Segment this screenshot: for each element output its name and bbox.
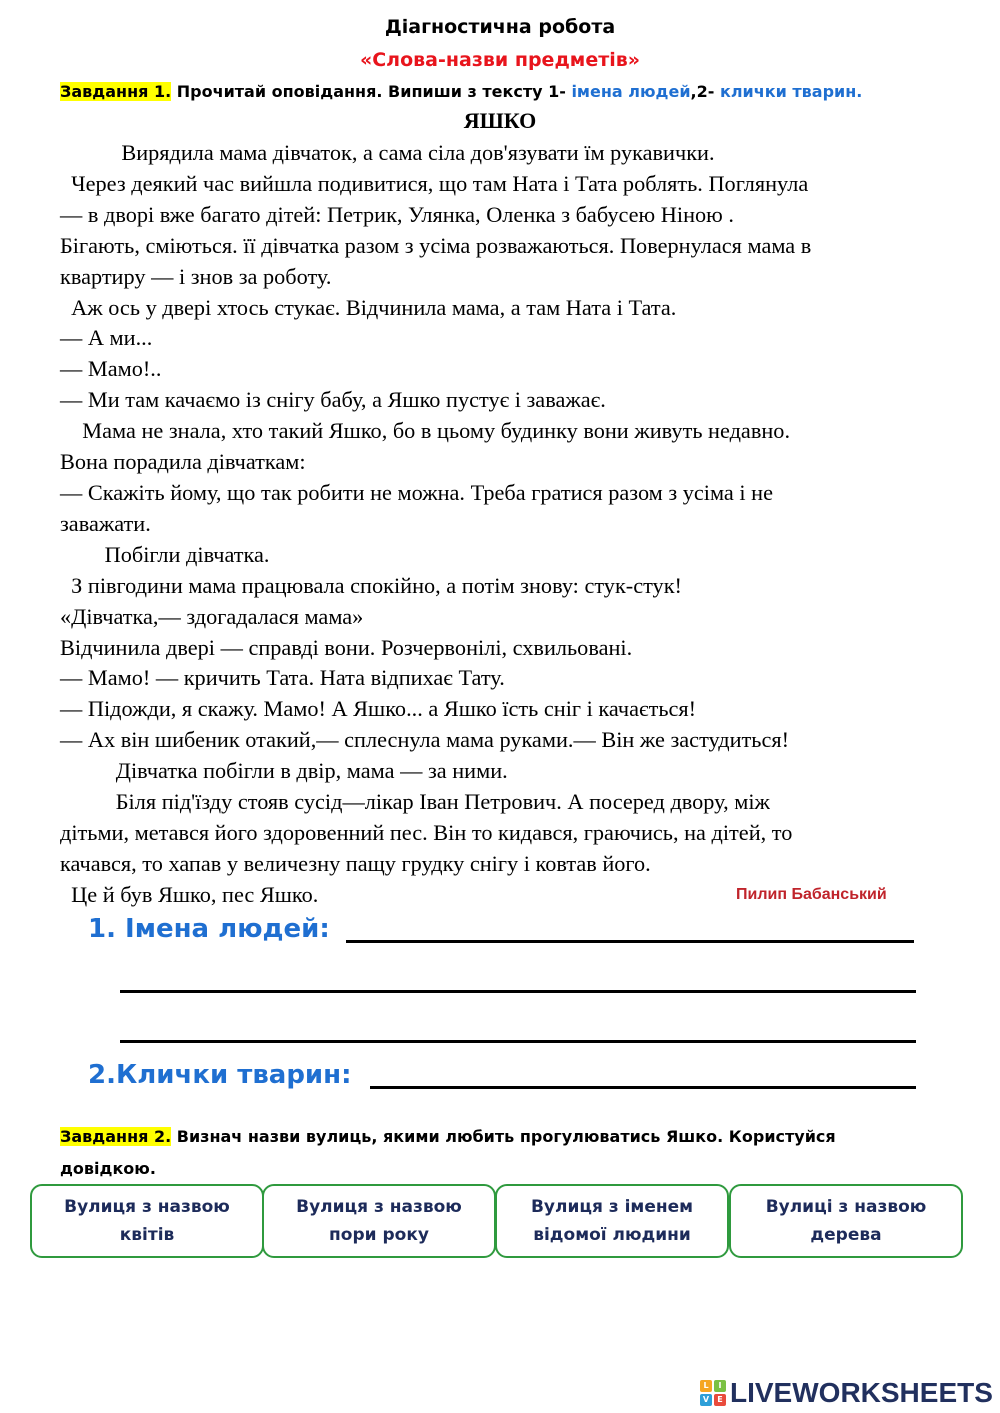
answer-people-input-line-3[interactable] [120, 1040, 916, 1043]
story-line: — Скажіть йому, що так робити не можна. Треба гратися разом з усіма і не [60, 479, 773, 505]
answer-people-label [88, 914, 330, 944]
story-line: Аж ось у двері хтось стукає. Відчинила мама, а там Ната і Тата. [60, 294, 677, 320]
story-text [60, 138, 980, 911]
task2-text: Визнач назви вулиць, якими любить прогулюватись Яшко. Користуйся довідкою. [60, 1127, 836, 1178]
task1-text-b: ,2- [690, 82, 720, 101]
story-line: Біля під'їзду стояв сусід—лікар Іван Петрович. А посеред двору, між [60, 789, 770, 815]
story-line: — А ми... [60, 325, 153, 351]
story-line: Дівчатка побігли в двір, мама — за ними. [60, 758, 508, 784]
logo-text: LIVEWORKSHEETS [730, 1377, 993, 1408]
story-line: заважати. [60, 510, 151, 536]
task1-animals-keyword: клички тварин. [719, 82, 863, 101]
story-title: ЯШКО [463, 108, 537, 133]
story-line: — Підожди, я скажу. Мамо! А Яшко... а Яшко їсть сніг і качається! [60, 696, 697, 722]
answer-people-number: 1. [88, 914, 116, 944]
task2-instruction [60, 1121, 920, 1185]
story-line: Мама не знала, хто такий Яшко, бо в цьому будинку вони живуть недавно. [60, 418, 791, 444]
task1-instruction [60, 82, 862, 101]
logo-letter-v: V [700, 1394, 712, 1406]
story-line: качався, то хапав у величезну пащу грудку снігу і ковтав його. [60, 850, 651, 876]
story-line: З півгодини мама працювала спокійно, а потім знову: стук-стук! [60, 572, 682, 598]
story-line: дітьми, метався його здоровенний пес. Він то кидався, граючись, на дітей, то [60, 819, 793, 845]
story-author: Пилип Бабанський [736, 886, 887, 903]
story-line: — в дворі вже багато дітей: Петрик, Улянка, Оленка з бабусею Ніною . [60, 201, 734, 227]
task1-label: Завдання 1. [60, 82, 172, 101]
logo-letter-e: E [714, 1394, 726, 1406]
category-box-tree[interactable]: Вулиці з назвою дерева [729, 1184, 963, 1258]
story-line: Бігають, сміються. її дівчатка разом з усіма розважаються. Повернулася мама в [60, 232, 812, 258]
story-line: — Ах він шибеник отакий,— сплеснула мама руками.— Він же застудиться! [60, 727, 790, 753]
story-line: Через деякий час вийшла подивитися, що там Ната і Тата роблять. Поглянула [60, 170, 809, 196]
answer-people-input-line-1[interactable] [346, 940, 914, 943]
document-title: Діагностична робота [384, 16, 616, 38]
story-line: — Мамо! — кричить Тата. Ната відпихає Тату. [60, 665, 505, 691]
story-line: Вирядила мама дівчаток, а сама сіла дов'язувати їм рукавички. [60, 140, 715, 165]
category-box-famous-person[interactable]: Вулиця з іменем відомої людини [495, 1184, 729, 1258]
category-box-flowers[interactable]: Вулиця з назвою квітів [30, 1184, 264, 1258]
logo-letter-i: I [714, 1380, 726, 1392]
story-line: квартиру — і знов за роботу. [60, 263, 332, 289]
answer-people-input-line-2[interactable] [120, 990, 916, 993]
story-line: — Мамо!.. [60, 356, 162, 382]
story-line: Побігли дівчатка. [60, 541, 270, 567]
category-box-season[interactable]: Вулиця з назвою пори року [262, 1184, 496, 1258]
answer-animals-label [88, 1060, 352, 1090]
answer-animals-input-line[interactable] [370, 1086, 916, 1089]
document-subtitle: «Слова-назви предметів» [359, 49, 641, 71]
story-line: — Ми там качаємо із снігу бабу, а Яшко пустує і заважає. [60, 387, 606, 413]
story-line: «Дівчатка,— здогадалася мама» [60, 603, 364, 629]
task2-label: Завдання 2. [60, 1127, 172, 1146]
answer-people-text: Імена людей: [125, 914, 330, 944]
story-line: Це й був Яшко, пес Яшко. [60, 881, 319, 907]
logo-letter-l: L [700, 1380, 712, 1392]
logo-squares-icon [700, 1380, 726, 1406]
task1-text-a: Прочитай оповідання. Випиши з тексту 1- [176, 82, 572, 101]
task1-people-keyword: імена людей [571, 82, 691, 101]
story-line: Відчинила двері — справді вони. Розчервонілі, схвильовані. [60, 634, 633, 660]
story-line: Вона порадила дівчаткам: [60, 449, 306, 475]
answer-animals-number: 2. [88, 1060, 116, 1090]
liveworksheets-logo [700, 1377, 993, 1409]
answer-animals-text: Клички тварин: [115, 1060, 352, 1090]
